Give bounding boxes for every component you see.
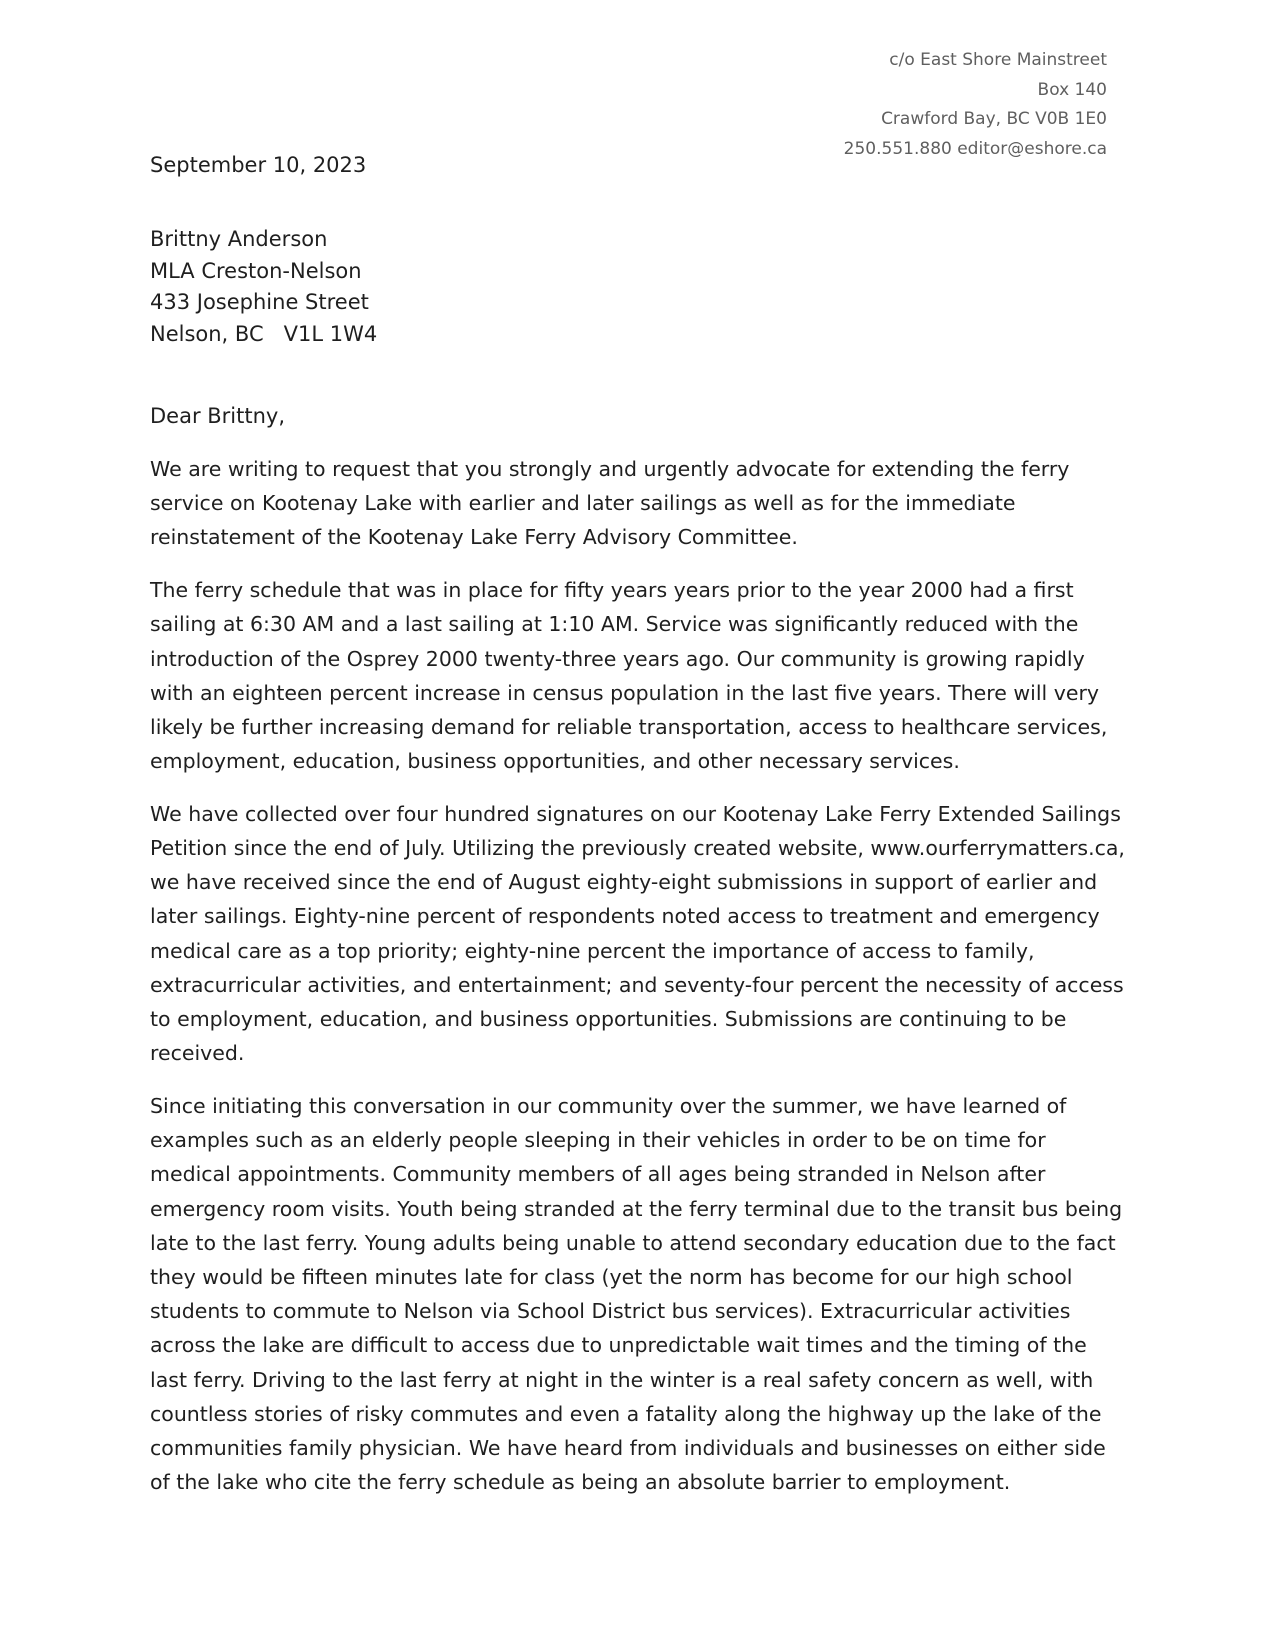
salutation: Dear Brittny, (150, 404, 286, 428)
recipient-street: 433 Josephine Street (150, 290, 369, 314)
sender-address (844, 46, 1107, 164)
sender-line-org: c/o East Shore Mainstreet (889, 50, 1107, 70)
sender-line-city: Crawford Bay, BC V0B 1E0 (881, 109, 1107, 129)
recipient-title: MLA Creston-Nelson (150, 258, 362, 283)
recipient-city: Nelson, BC V1L 1W4 (150, 321, 378, 346)
body-paragraph: The ferry schedule that was in place for fifty years years prior to the year 2000 had a first sailing at 6:30 AM and a last sailing at 1:10 AM. Service was significantly reduced with the introduction of the Osprey 2000 twenty-three years ago. Our community is growing rapidly with an eighteen percent increase in census population in the last five years. There will very likely be further increasing demand for reliable transportation, access to healthcare services, employment, education, business opportunities, and other necessary services. (150, 578, 1108, 774)
sender-line-contact: 250.551.880 editor@eshore.ca (843, 138, 1107, 159)
letter-date: September 10, 2023 (150, 153, 367, 177)
recipient-address (150, 224, 377, 350)
body-paragraph: We are writing to request that you strongly and urgently advocate for extending the ferry service on Kootenay Lake with earlier and later sailings as well as for the immediate reinstatement of the Kootenay Lake Ferry Advisory Committee. (150, 457, 1070, 550)
sender-line-box: Box 140 (1037, 79, 1107, 100)
body-paragraph: We have collected over four hundred signatures on our Kootenay Lake Ferry Extended Sailings Petition since the end of July. Utilizing the previously created website, www.ourferrymatters.ca, we have received since the end of August eighty-eight submissions in support of earlier and later sailings. Eighty-nine percent of respondents noted access to treatment and emergency medical care as a top priority; eighty-nine percent the importance of access to family, extracurricular activities, and entertainment; and seventy-four percent the necessity of access to employment, education, and business opportunities. Submissions are continuing to be received. (150, 801, 1125, 1066)
body-paragraph: Since initiating this conversation in our community over the summer, we have learned of examples such as an elderly people sleeping in their vehicles in order to be on time for medical appointments. Community members of all ages being stranded in Nelson after emergency room visits. Youth being stranded at the ferry terminal due to the transit bus being late to the last ferry. Young adults being unable to attend secondary education due to the fact they would be fifteen minutes late for class (yet the norm has become for our high school students to commute to Nelson via School District bus services). Extracurricular activities across the lake are difficult to access due to unpredictable wait times and the timing of the last ferry. Driving to the last ferry at night in the winter is a real safety concern as well, with countless stories of risky commutes and even a fatality along the highway up the lake of the communities family physician. We have heard from individuals and businesses on either side of the lake who cite the ferry schedule as being an absolute barrier to employment. (150, 1093, 1123, 1495)
letter-body (150, 452, 1125, 1518)
recipient-name: Brittny Anderson (150, 227, 328, 251)
